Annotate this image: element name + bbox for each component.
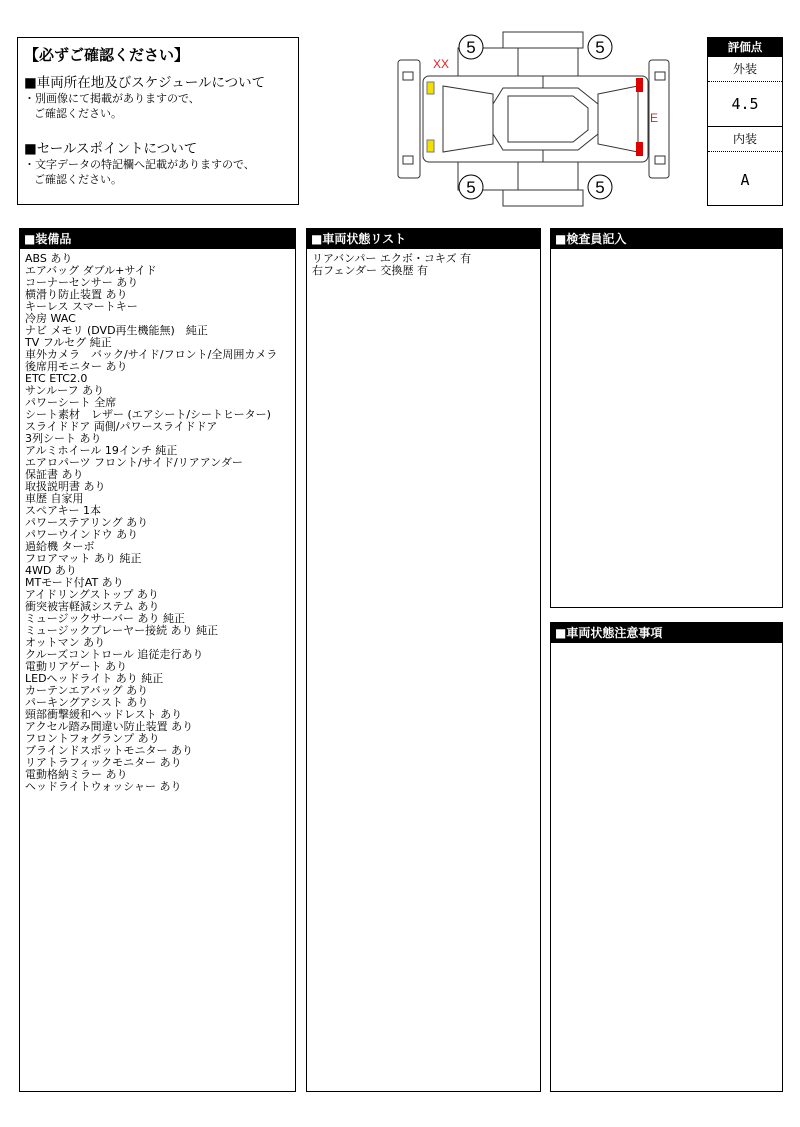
list-item: ナビ メモリ (DVD再生機能無) 純正 bbox=[25, 324, 208, 337]
cabin-roof bbox=[493, 88, 598, 150]
list-item: ミュージックサーバー あり 純正 bbox=[25, 612, 186, 625]
list-item: 電動リアゲート あり bbox=[25, 660, 128, 673]
damage-marker-yellow bbox=[427, 82, 434, 94]
list-item: 車外カメラ バック/サイド/フロント/全周囲カメラ bbox=[25, 348, 278, 361]
rear-bumper bbox=[398, 60, 420, 178]
caution-header: ■車両状態注意事項 bbox=[551, 623, 782, 643]
list-item: 4WD あり bbox=[25, 564, 77, 577]
grade-circle bbox=[459, 35, 612, 199]
grade-mark: 5 bbox=[466, 38, 476, 57]
list-item: 頸部衝撃緩和ヘッドレスト あり bbox=[25, 708, 183, 721]
car-damage-diagram bbox=[393, 30, 673, 208]
interior-label: 内装 bbox=[708, 127, 782, 152]
list-item: スペアキー 1本 bbox=[25, 504, 102, 517]
list-item: エアロパーツ フロント/サイド/リアアンダー bbox=[25, 456, 243, 469]
grade-mark: 5 bbox=[466, 178, 476, 197]
exterior-label: 外装 bbox=[708, 57, 782, 82]
list-item: LEDヘッドライト あり 純正 bbox=[25, 672, 164, 685]
list-item: コーナーセンサー あり bbox=[25, 276, 139, 289]
list-item: カーテンエアバッグ あり bbox=[25, 684, 149, 697]
list-item: フロントフォグランプ あり bbox=[25, 732, 160, 745]
list-item: 横滑り防止装置 あり bbox=[25, 288, 128, 301]
equipment-header: ■装備品 bbox=[20, 229, 295, 249]
list-item: 電動格納ミラー あり bbox=[25, 768, 128, 781]
equipment-panel bbox=[19, 228, 296, 1092]
list-item: キーレス スマートキー bbox=[25, 300, 138, 313]
list-item: 右フェンダー 交換歴 有 bbox=[312, 264, 429, 277]
list-item: 冷房 WAC bbox=[25, 312, 76, 325]
inspector-header: ■検査員記入 bbox=[551, 229, 782, 249]
list-item: アクセル踏み間違い防止装置 あり bbox=[25, 720, 194, 733]
list-item: 後席用モニター あり bbox=[25, 360, 128, 373]
damage-marker-yellow bbox=[427, 140, 434, 152]
list-item: スライドドア 両側/パワースライドドア bbox=[25, 420, 218, 433]
door-panel-bottom bbox=[503, 190, 583, 206]
damage-marker-red bbox=[636, 142, 643, 156]
grade-mark: 5 bbox=[595, 178, 605, 197]
list-item: リアバンパー エクボ・コキズ 有 bbox=[312, 252, 472, 265]
notice-section1-line1: ・別画像にて掲載がありますので、 bbox=[24, 92, 200, 105]
list-item: 保証書 あり bbox=[25, 468, 84, 481]
list-item: サンルーフ あり bbox=[25, 384, 105, 397]
notice-section1-line2: ご確認ください。 bbox=[34, 107, 122, 120]
hood bbox=[598, 86, 638, 152]
list-item: アルミホイール 19インチ 純正 bbox=[25, 444, 178, 457]
label-xx: XX bbox=[433, 57, 450, 71]
door-panel-top bbox=[503, 32, 583, 48]
list-item: 衝突被害軽減システム あり bbox=[25, 600, 160, 613]
vehicle-state-panel bbox=[306, 228, 541, 1092]
list-item: シート素材 レザー (エアシート/シートヒーター) bbox=[25, 408, 271, 421]
list-item: パワーウインドウ あり bbox=[25, 528, 139, 541]
list-item: リアトラフィックモニター あり bbox=[25, 756, 182, 769]
list-item: オットマン あり bbox=[25, 636, 106, 649]
vehicle-state-header: ■車両状態リスト bbox=[307, 229, 540, 249]
list-item: ヘッドライトウォッシャー あり bbox=[25, 780, 182, 793]
grade-mark: 5 bbox=[595, 38, 605, 57]
list-item: エアバッグ ダブル+サイド bbox=[25, 264, 157, 277]
list-item: ミュージックプレーヤー接続 あり 純正 bbox=[25, 624, 219, 637]
list-item: パワーステアリング あり bbox=[25, 516, 149, 529]
list-item: ETC ETC2.0 bbox=[25, 372, 88, 385]
inspector-panel bbox=[550, 228, 783, 608]
vehicle-state-list bbox=[307, 249, 540, 281]
score-header: 評価点 bbox=[708, 38, 782, 57]
notice-section2-line2: ご確認ください。 bbox=[34, 173, 122, 186]
notice-section2-line1: ・文字データの特記欄へ記載がありますので、 bbox=[24, 158, 255, 171]
score-box bbox=[707, 37, 783, 206]
list-item: ABS あり bbox=[25, 252, 73, 265]
list-item: 車歴 自家用 bbox=[25, 492, 84, 505]
list-item: パワーシート 全席 bbox=[25, 396, 117, 409]
caution-panel bbox=[550, 622, 783, 1092]
list-item: 過給機 ターボ bbox=[25, 540, 95, 553]
list-item: フロアマット あり 純正 bbox=[25, 552, 142, 565]
label-e: E bbox=[650, 111, 659, 125]
list-item: アイドリングストップ あり bbox=[25, 588, 159, 601]
notice-section2-heading: ■セールスポイントについて bbox=[24, 141, 198, 157]
exterior-value: 4.5 bbox=[708, 82, 782, 127]
list-item: パーキングアシスト あり bbox=[25, 696, 149, 709]
damage-marker-red bbox=[636, 78, 643, 92]
list-item: MTモード付AT あり bbox=[25, 576, 124, 589]
car-body bbox=[423, 76, 648, 162]
list-item: クルーズコントロール 追従走行あり bbox=[25, 648, 204, 661]
trunk bbox=[443, 86, 493, 152]
notice-section1-heading: ■車両所在地及びスケジュールについて bbox=[24, 75, 266, 91]
list-item: 3列シート あり bbox=[25, 432, 102, 445]
interior-value: A bbox=[740, 171, 750, 189]
notice-box bbox=[17, 37, 299, 205]
list-item: 取扱説明書 あり bbox=[25, 480, 106, 493]
equipment-list bbox=[20, 249, 295, 797]
list-item: TV フルセグ 純正 bbox=[25, 336, 112, 349]
list-item: ブラインドスポットモニター あり bbox=[25, 744, 194, 757]
notice-title: 【必ずご確認ください】 bbox=[24, 46, 190, 64]
